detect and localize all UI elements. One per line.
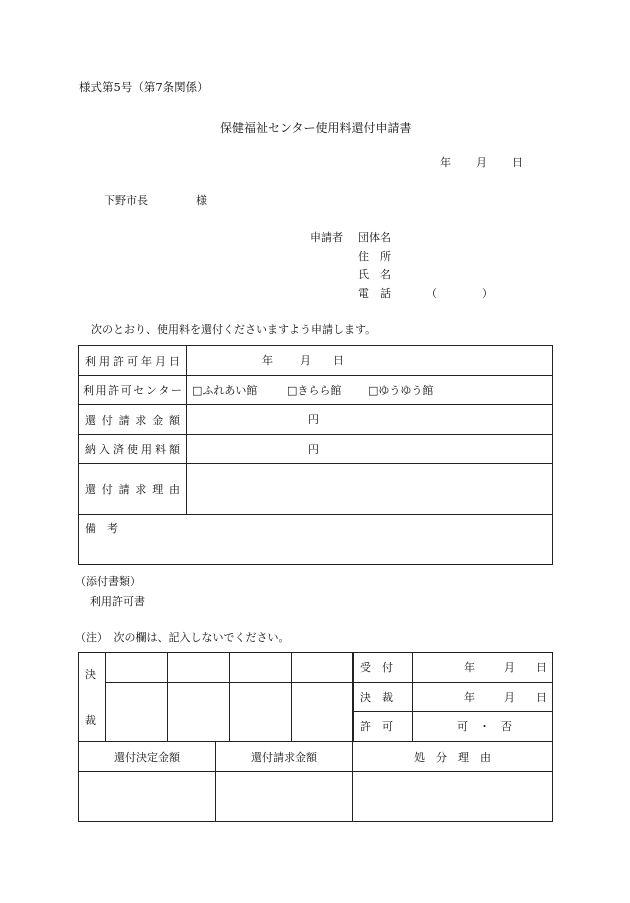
decision-text: 決 裁 bbox=[360, 691, 393, 704]
page-title: 保健福祉センター使用料還付申請書 bbox=[220, 121, 412, 135]
cell-center bbox=[187, 376, 553, 405]
label-refund-amount: 還 付 請 求 金 額 bbox=[79, 405, 187, 435]
permit-year: 年 bbox=[262, 354, 273, 367]
cell-permit-date bbox=[187, 346, 553, 376]
office-note: （注） 次の欄は、記入しないでください。 bbox=[75, 631, 290, 644]
option-kirarakan[interactable]: □きらら館 bbox=[287, 384, 342, 397]
label-remarks: 備 考 bbox=[85, 522, 118, 535]
refund-decision-header bbox=[79, 742, 553, 772]
applicant-address: 住 所 bbox=[358, 250, 391, 263]
approval-seal-cell bbox=[230, 683, 292, 742]
attachments-item: 利用許可書 bbox=[90, 595, 145, 608]
approval-seal-cell bbox=[106, 683, 168, 742]
label-center: 利 用 許 可 セ ン タ ー bbox=[79, 376, 187, 405]
row-refund-reason bbox=[79, 464, 553, 515]
date-year: 年 bbox=[440, 156, 451, 169]
label-received bbox=[353, 653, 413, 683]
applicant-phone-paren: （ ） bbox=[426, 287, 496, 300]
label-paid-fee: 納 入 済 使 用 料 額 bbox=[79, 435, 187, 464]
cell-disposition-reason bbox=[353, 772, 553, 822]
permission-value: 可 ・ 否 bbox=[457, 720, 512, 733]
label-permit-date: 利 用 許 可 年 月 日 bbox=[79, 346, 187, 376]
status-table bbox=[352, 652, 553, 742]
application-table bbox=[78, 345, 553, 565]
row-refund-amount bbox=[79, 405, 553, 435]
applicant-phone: 電 話 bbox=[358, 287, 391, 300]
decision-month: 月 bbox=[504, 691, 515, 704]
header-decided-amount: 還付決定金額 bbox=[79, 742, 216, 772]
date-month: 月 bbox=[476, 156, 487, 169]
cell-requested-amount bbox=[216, 772, 353, 822]
cell-remarks[interactable] bbox=[79, 515, 553, 565]
row-permission bbox=[353, 712, 553, 742]
row-remarks bbox=[79, 515, 553, 565]
row-permit-date bbox=[79, 346, 553, 376]
applicant-label: 申請者 bbox=[310, 231, 343, 244]
refund-unit: 円 bbox=[308, 413, 319, 426]
cell-received-date bbox=[413, 653, 553, 683]
approval-table bbox=[78, 652, 354, 742]
received-year: 年 bbox=[464, 661, 475, 674]
row-received bbox=[353, 653, 553, 683]
approval-label-2: 裁 bbox=[85, 714, 96, 727]
received-month: 月 bbox=[504, 661, 515, 674]
option-fureaikan[interactable]: □ふれあい館 bbox=[192, 384, 258, 397]
approval-label-1: 決 bbox=[85, 668, 96, 681]
form-number: 様式第5号（第7条関係） bbox=[79, 80, 209, 94]
approval-seal-cell bbox=[168, 683, 230, 742]
paid-unit: 円 bbox=[308, 443, 319, 456]
label-refund-reason: 還 付 請 求 理 由 bbox=[79, 464, 187, 515]
request-text: 次のとおり、使用料を還付くださいますよう申請します。 bbox=[91, 323, 377, 336]
date-day: 日 bbox=[512, 156, 523, 169]
row-decision bbox=[353, 683, 553, 712]
decision-day: 日 bbox=[536, 691, 547, 704]
applicant-org: 団体名 bbox=[358, 231, 391, 244]
permission-text: 許 可 bbox=[360, 720, 393, 733]
cell-paid-fee[interactable] bbox=[187, 435, 553, 464]
label-permission bbox=[353, 712, 413, 742]
cell-refund-reason[interactable] bbox=[187, 464, 553, 515]
received-text: 受 付 bbox=[360, 661, 393, 674]
row-paid-fee bbox=[79, 435, 553, 464]
header-disposition-reason: 処 分 理 由 bbox=[353, 742, 553, 772]
refund-decision-values bbox=[79, 772, 553, 822]
decision-year: 年 bbox=[464, 691, 475, 704]
permit-day: 日 bbox=[333, 354, 344, 367]
addressee-name: 下野市長 bbox=[104, 194, 148, 207]
row-center bbox=[79, 376, 553, 405]
approval-header-cell bbox=[292, 653, 354, 683]
approval-label-cell bbox=[79, 653, 106, 742]
cell-permission bbox=[413, 712, 553, 742]
cell-decided-amount bbox=[79, 772, 216, 822]
received-day: 日 bbox=[536, 661, 547, 674]
option-yuuyuukan[interactable]: □ゆうゆう館 bbox=[368, 384, 434, 397]
header-requested-amount: 還付請求金額 bbox=[216, 742, 353, 772]
cell-decision-date bbox=[413, 683, 553, 712]
attachments-heading: （添付書類） bbox=[75, 575, 141, 588]
refund-decision-table bbox=[78, 741, 553, 822]
approval-header-cell bbox=[230, 653, 292, 683]
addressee-honorific: 様 bbox=[196, 194, 207, 207]
approval-header-cell bbox=[168, 653, 230, 683]
applicant-name: 氏 名 bbox=[358, 268, 391, 281]
label-decision bbox=[353, 683, 413, 712]
cell-refund-amount[interactable] bbox=[187, 405, 553, 435]
permit-month: 月 bbox=[300, 354, 311, 367]
approval-seal-cell bbox=[292, 683, 354, 742]
approval-header-cell bbox=[106, 653, 168, 683]
